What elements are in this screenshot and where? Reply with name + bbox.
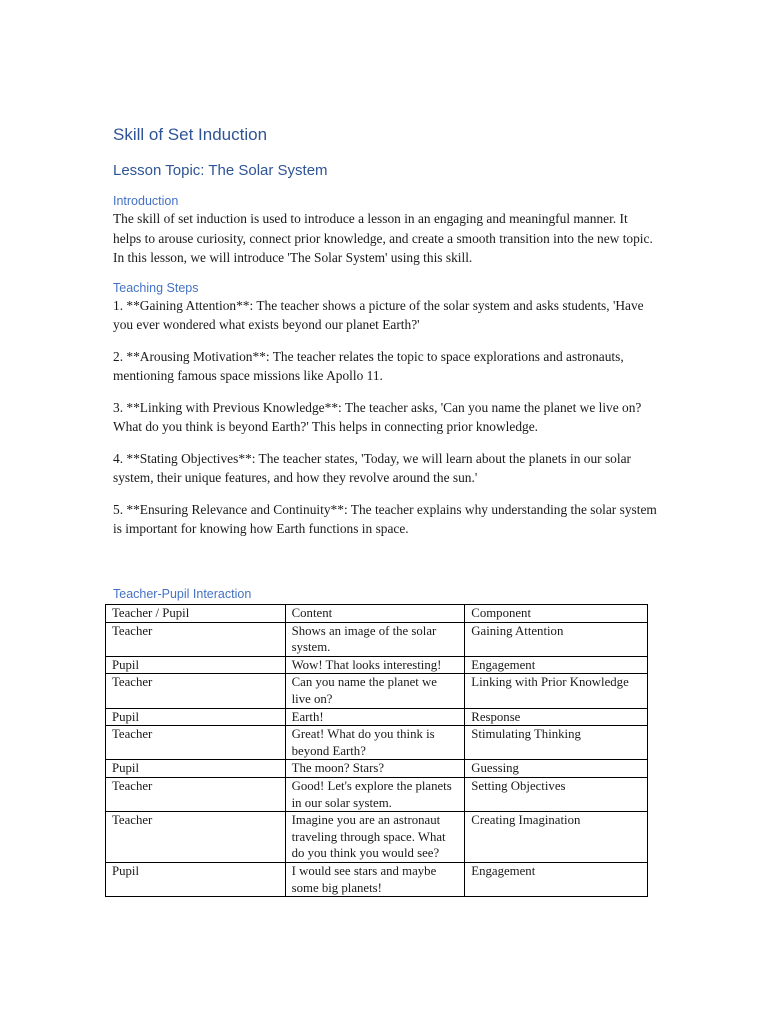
table-cell: Great! What do you think is beyond Earth? bbox=[285, 726, 465, 760]
table-cell: Teacher bbox=[106, 726, 286, 760]
table-cell: Creating Imagination bbox=[465, 812, 648, 863]
table-row bbox=[106, 812, 648, 863]
table-cell: Can you name the planet we live on? bbox=[285, 674, 465, 708]
lesson-topic: Lesson Topic: The Solar System bbox=[113, 162, 328, 179]
table-cell: Good! Let's explore the planets in our solar system. bbox=[285, 777, 465, 811]
interaction-heading: Teacher-Pupil Interaction bbox=[113, 587, 252, 601]
table-cell: The moon? Stars? bbox=[285, 760, 465, 778]
table-cell: Linking with Prior Knowledge bbox=[465, 674, 648, 708]
table-cell: Earth! bbox=[285, 708, 465, 726]
table-cell: Gaining Attention bbox=[465, 622, 648, 656]
teaching-step-1: 1. **Gaining Attention**: The teacher shows a picture of the solar system and asks students, 'Have you ever wondered what exists beyond our planet Earth?' bbox=[113, 297, 644, 332]
table-cell: Teacher bbox=[106, 812, 286, 863]
teaching-step-4: 4. **Stating Objectives**: The teacher states, 'Today, we will learn about the planets in our solar system, their unique features, and how they revolve around the sun.' bbox=[113, 450, 631, 485]
table-row bbox=[106, 622, 648, 656]
table-cell: Engagement bbox=[465, 656, 648, 674]
table-header-cell: Content bbox=[285, 605, 465, 623]
table-cell: Teacher bbox=[106, 622, 286, 656]
table-cell: Guessing bbox=[465, 760, 648, 778]
table-row bbox=[106, 760, 648, 778]
teaching-steps-heading: Teaching Steps bbox=[113, 280, 199, 295]
table-cell: Setting Objectives bbox=[465, 777, 648, 811]
table-cell: Teacher bbox=[106, 777, 286, 811]
table-cell: Response bbox=[465, 708, 648, 726]
table-cell: Pupil bbox=[106, 656, 286, 674]
table-cell: Imagine you are an astronaut traveling through space. What do you think you would see? bbox=[285, 812, 465, 863]
table-cell: Pupil bbox=[106, 708, 286, 726]
table-header-cell: Component bbox=[465, 605, 648, 623]
introduction-text: The skill of set induction is used to introduce a lesson in an engaging and meaningful manner. It helps to arouse curiosity, connect prior knowledge, and create a smooth transition into the new topic. In this lesson, we will introduce 'The Solar System' using this skill. bbox=[113, 211, 653, 265]
table-cell: I would see stars and maybe some big planets! bbox=[285, 862, 465, 896]
table-cell: Stimulating Thinking bbox=[465, 726, 648, 760]
table-row bbox=[106, 862, 648, 896]
table-cell: Pupil bbox=[106, 760, 286, 778]
table-cell: Engagement bbox=[465, 862, 648, 896]
table-header-row bbox=[106, 605, 648, 623]
teaching-step-3: 3. **Linking with Previous Knowledge**: The teacher asks, 'Can you name the planet we live on? What do you think is beyond Earth?' This helps in connecting prior knowledge. bbox=[113, 399, 642, 434]
document-page bbox=[112, 124, 658, 895]
table-cell: Teacher bbox=[106, 674, 286, 708]
introduction-heading: Introduction bbox=[113, 194, 179, 208]
table-row bbox=[106, 777, 648, 811]
table-row bbox=[106, 708, 648, 726]
document-title: Skill of Set Induction bbox=[113, 125, 268, 144]
interaction-table bbox=[105, 604, 648, 897]
table-row bbox=[106, 726, 648, 760]
table-row bbox=[106, 674, 648, 708]
table-cell: Wow! That looks interesting! bbox=[285, 656, 465, 674]
table-row bbox=[106, 656, 648, 674]
table-cell: Shows an image of the solar system. bbox=[285, 622, 465, 656]
table-header-cell: Teacher / Pupil bbox=[106, 605, 286, 623]
teaching-step-2: 2. **Arousing Motivation**: The teacher relates the topic to space explorations and astronauts, mentioning famous space missions like Apollo 11. bbox=[113, 348, 624, 383]
teaching-step-5: 5. **Ensuring Relevance and Continuity**: The teacher explains why understanding the solar system is important for knowing how Earth functions in space. bbox=[113, 501, 657, 536]
table-cell: Pupil bbox=[106, 862, 286, 896]
